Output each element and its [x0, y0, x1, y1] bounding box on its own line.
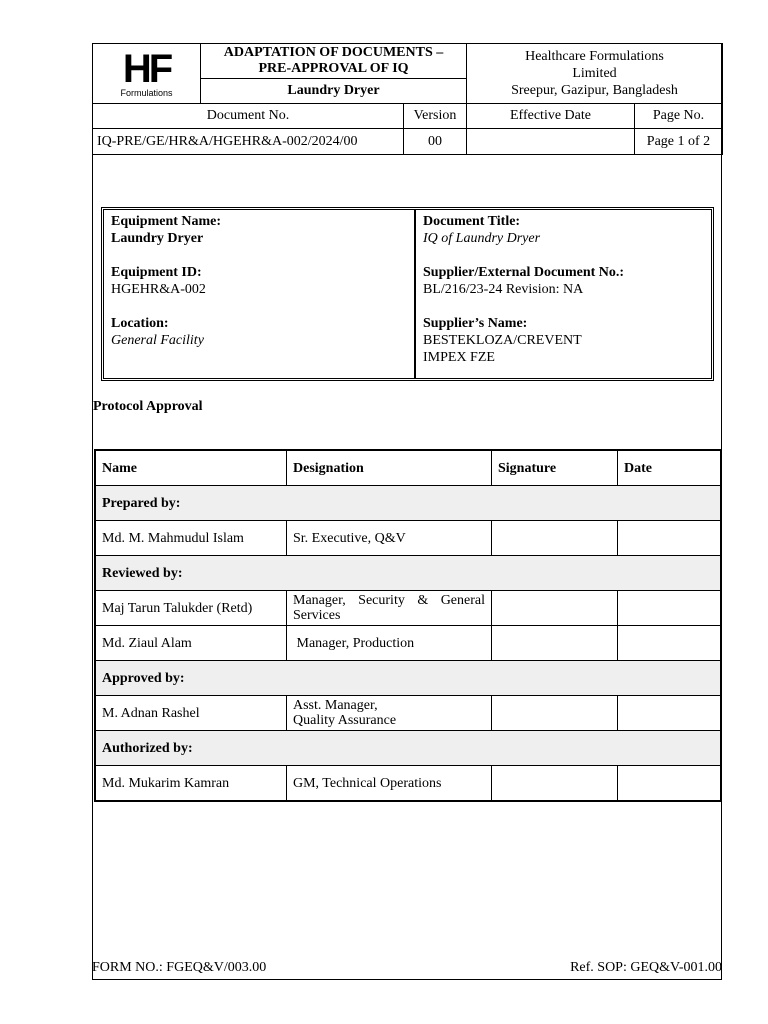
- signature-cell[interactable]: [492, 696, 618, 731]
- person-name: Maj Tarun Talukder (Retd): [95, 591, 287, 626]
- person-name: Md. M. Mahmudul Islam: [95, 521, 287, 556]
- col-signature: Signature: [492, 450, 618, 486]
- table-row: [95, 766, 721, 802]
- supplier-name-line2: IMPEX FZE: [423, 350, 495, 365]
- equipment-info-box: [101, 207, 714, 381]
- signature-cell[interactable]: [492, 626, 618, 661]
- person-name: M. Adnan Rashel: [95, 696, 287, 731]
- location-label: Location:: [111, 316, 169, 331]
- section-prepared: Prepared by:: [95, 486, 721, 521]
- company-logo: [97, 49, 196, 98]
- person-designation: Sr. Executive, Q&V: [287, 521, 492, 556]
- date-cell[interactable]: [618, 766, 722, 802]
- section-authorized: Authorized by:: [95, 731, 721, 766]
- signature-cell[interactable]: [492, 521, 618, 556]
- col-page-no: Page No.: [635, 104, 723, 129]
- document-title: ADAPTATION OF DOCUMENTS – PRE-APPROVAL OF IQ: [201, 44, 467, 79]
- person-name: Md. Mukarim Kamran: [95, 766, 287, 802]
- location-value: General Facility: [111, 333, 204, 348]
- equipment-id-value: HGEHR&A-002: [111, 282, 206, 297]
- section-approved: Approved by:: [95, 661, 721, 696]
- approval-table: [94, 449, 722, 802]
- signature-cell[interactable]: [492, 766, 618, 802]
- company-info: Healthcare Formulations Limited Sreepur, Gazipur, Bangladesh: [467, 44, 723, 104]
- col-version: Version: [404, 104, 467, 129]
- supplier-document-value: BL/216/23-24 Revision: NA: [423, 282, 584, 297]
- col-document-no: Document No.: [93, 104, 404, 129]
- table-header-row: [95, 450, 721, 486]
- date-cell[interactable]: [618, 696, 722, 731]
- col-effective-date: Effective Date: [467, 104, 635, 129]
- logo-subtext: Formulations: [120, 88, 173, 98]
- person-designation: Asst. Manager, Quality Assurance: [287, 696, 492, 731]
- supplier-document-label: Supplier/External Document No.:: [423, 265, 625, 280]
- equipment-name-label: Equipment Name:: [111, 214, 222, 229]
- col-designation: Designation: [287, 450, 492, 486]
- person-designation: GM, Technical Operations: [287, 766, 492, 802]
- sop-reference: Ref. SOP: GEQ&V-001.00: [570, 960, 722, 975]
- table-row: [95, 521, 721, 556]
- date-cell[interactable]: [618, 521, 722, 556]
- section-reviewed: Reviewed by:: [95, 556, 721, 591]
- supplier-name-line1: BESTEKLOZA/CREVENT: [423, 333, 582, 348]
- col-date: Date: [618, 450, 722, 486]
- person-name: Md. Ziaul Alam: [95, 626, 287, 661]
- document-title-value: IQ of Laundry Dryer: [423, 231, 541, 246]
- equipment-info-left: [104, 210, 416, 378]
- protocol-approval-title: Protocol Approval: [93, 399, 203, 414]
- logo-mark: HF: [122, 47, 171, 91]
- table-row: [95, 626, 721, 661]
- document-header: [92, 43, 723, 155]
- equipment-id-label: Equipment ID:: [111, 265, 202, 280]
- equipment-name-value: Laundry Dryer: [111, 231, 204, 246]
- effective-date-value: [467, 129, 635, 155]
- page-number: Page 1 of 2: [635, 129, 723, 155]
- logo-cell: [93, 44, 201, 104]
- version-value: 00: [404, 129, 467, 155]
- table-row: [95, 591, 721, 626]
- equipment-info-right: [416, 210, 711, 378]
- date-cell[interactable]: [618, 626, 722, 661]
- person-designation: Manager, Security & General Services: [287, 591, 492, 626]
- person-designation: Manager, Production: [287, 626, 492, 661]
- signature-cell[interactable]: [492, 591, 618, 626]
- table-row: [95, 696, 721, 731]
- document-subtitle: Laundry Dryer: [201, 79, 467, 104]
- date-cell[interactable]: [618, 591, 722, 626]
- document-title-label: Document Title:: [423, 214, 521, 229]
- form-number: FORM NO.: FGEQ&V/003.00: [92, 960, 267, 975]
- supplier-name-label: Supplier’s Name:: [423, 316, 528, 331]
- document-number: IQ-PRE/GE/HR&A/HGEHR&A-002/2024/00: [93, 129, 404, 155]
- col-name: Name: [95, 450, 287, 486]
